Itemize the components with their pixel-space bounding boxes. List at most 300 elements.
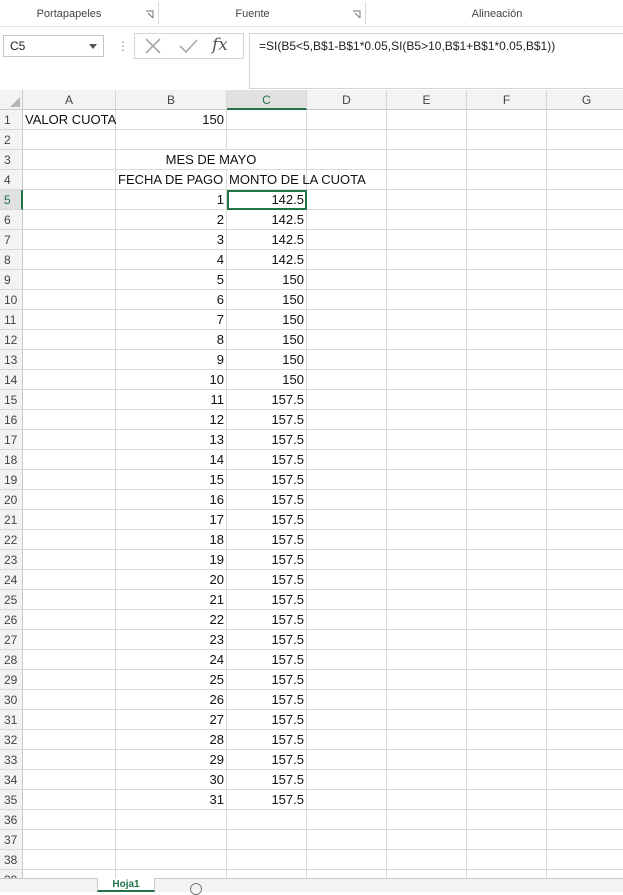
cell-c12[interactable]: 150	[227, 330, 307, 350]
cell-a12[interactable]	[23, 330, 116, 350]
cell-d18[interactable]	[307, 450, 387, 470]
cell-f25[interactable]	[467, 590, 547, 610]
cell-b9[interactable]: 5	[116, 270, 227, 290]
cell-d27[interactable]	[307, 630, 387, 650]
cell-d24[interactable]	[307, 570, 387, 590]
row-header-4[interactable]: 4	[0, 170, 23, 190]
cell-a20[interactable]	[23, 490, 116, 510]
cell-e11[interactable]	[387, 310, 467, 330]
cell-c35[interactable]: 157.5	[227, 790, 307, 810]
cell-c37[interactable]	[227, 830, 307, 850]
cell-d9[interactable]	[307, 270, 387, 290]
cell-e27[interactable]	[387, 630, 467, 650]
cell-a5[interactable]	[23, 190, 116, 210]
cell-d12[interactable]	[307, 330, 387, 350]
cell-g27[interactable]	[547, 630, 623, 650]
cell-c20[interactable]: 157.5	[227, 490, 307, 510]
cell-e16[interactable]	[387, 410, 467, 430]
cell-f1[interactable]	[467, 110, 547, 130]
row-header-10[interactable]: 10	[0, 290, 23, 310]
cell-c4[interactable]: MONTO DE LA CUOTA	[227, 170, 307, 190]
cell-a36[interactable]	[23, 810, 116, 830]
cell-e9[interactable]	[387, 270, 467, 290]
select-all-button[interactable]	[0, 90, 23, 110]
cell-g18[interactable]	[547, 450, 623, 470]
cell-c18[interactable]: 157.5	[227, 450, 307, 470]
cell-d34[interactable]	[307, 770, 387, 790]
cell-e17[interactable]	[387, 430, 467, 450]
cell-c11[interactable]: 150	[227, 310, 307, 330]
cell-d5[interactable]	[307, 190, 387, 210]
cell-g26[interactable]	[547, 610, 623, 630]
cell-g4[interactable]	[547, 170, 623, 190]
cell-a16[interactable]	[23, 410, 116, 430]
row-header-5[interactable]: 5	[0, 190, 23, 210]
cell-d30[interactable]	[307, 690, 387, 710]
cell-d7[interactable]	[307, 230, 387, 250]
cell-c22[interactable]: 157.5	[227, 530, 307, 550]
cell-d25[interactable]	[307, 590, 387, 610]
cell-a23[interactable]	[23, 550, 116, 570]
row-header-22[interactable]: 22	[0, 530, 23, 550]
cell-d2[interactable]	[307, 130, 387, 150]
row-header-7[interactable]: 7	[0, 230, 23, 250]
cell-e19[interactable]	[387, 470, 467, 490]
cell-e7[interactable]	[387, 230, 467, 250]
cell-b34[interactable]: 30	[116, 770, 227, 790]
cell-d33[interactable]	[307, 750, 387, 770]
row-header-11[interactable]: 11	[0, 310, 23, 330]
cell-g29[interactable]	[547, 670, 623, 690]
cell-e37[interactable]	[387, 830, 467, 850]
name-box[interactable]	[3, 35, 104, 57]
cell-d6[interactable]	[307, 210, 387, 230]
cell-e6[interactable]	[387, 210, 467, 230]
cell-c15[interactable]: 157.5	[227, 390, 307, 410]
cell-d10[interactable]	[307, 290, 387, 310]
cell-f6[interactable]	[467, 210, 547, 230]
cell-g32[interactable]	[547, 730, 623, 750]
cell-f13[interactable]	[467, 350, 547, 370]
cell-f23[interactable]	[467, 550, 547, 570]
cell-e25[interactable]	[387, 590, 467, 610]
cell-a32[interactable]	[23, 730, 116, 750]
cell-b7[interactable]: 3	[116, 230, 227, 250]
cell-a33[interactable]	[23, 750, 116, 770]
cell-b26[interactable]: 22	[116, 610, 227, 630]
cell-g10[interactable]	[547, 290, 623, 310]
dialog-launcher-icon[interactable]	[352, 10, 361, 19]
cell-f8[interactable]	[467, 250, 547, 270]
cancel-icon[interactable]	[142, 37, 164, 55]
cell-c21[interactable]: 157.5	[227, 510, 307, 530]
cell-f15[interactable]	[467, 390, 547, 410]
cell-a11[interactable]	[23, 310, 116, 330]
cell-g12[interactable]	[547, 330, 623, 350]
row-header-9[interactable]: 9	[0, 270, 23, 290]
cell-f31[interactable]	[467, 710, 547, 730]
cell-c25[interactable]: 157.5	[227, 590, 307, 610]
cell-b28[interactable]: 24	[116, 650, 227, 670]
cell-a9[interactable]	[23, 270, 116, 290]
cell-f20[interactable]	[467, 490, 547, 510]
row-header-31[interactable]: 31	[0, 710, 23, 730]
cell-a15[interactable]	[23, 390, 116, 410]
column-header-e[interactable]: E	[387, 90, 467, 110]
cell-c10[interactable]: 150	[227, 290, 307, 310]
cell-f38[interactable]	[467, 850, 547, 870]
cell-a4[interactable]	[23, 170, 116, 190]
cell-a1[interactable]: VALOR CUOTA	[23, 110, 116, 130]
cell-c23[interactable]: 157.5	[227, 550, 307, 570]
cell-c2[interactable]	[227, 130, 307, 150]
cell-d26[interactable]	[307, 610, 387, 630]
cell-g19[interactable]	[547, 470, 623, 490]
cell-b11[interactable]: 7	[116, 310, 227, 330]
cell-c13[interactable]: 150	[227, 350, 307, 370]
cell-a22[interactable]	[23, 530, 116, 550]
cell-g37[interactable]	[547, 830, 623, 850]
row-header-26[interactable]: 26	[0, 610, 23, 630]
cell-d1[interactable]	[307, 110, 387, 130]
cell-e10[interactable]	[387, 290, 467, 310]
cell-b25[interactable]: 21	[116, 590, 227, 610]
column-header-c[interactable]: C	[227, 90, 307, 110]
cell-f16[interactable]	[467, 410, 547, 430]
formula-input[interactable]: =SI(B5<5,B$1-B$1*0.05,SI(B5>10,B$1+B$1*0.05,B$1))	[249, 33, 623, 89]
cell-c5[interactable]: 142.5	[227, 190, 307, 210]
cell-f11[interactable]	[467, 310, 547, 330]
cell-d36[interactable]	[307, 810, 387, 830]
cell-e3[interactable]	[387, 150, 467, 170]
cell-g17[interactable]	[547, 430, 623, 450]
cell-f12[interactable]	[467, 330, 547, 350]
cell-g1[interactable]	[547, 110, 623, 130]
cell-b18[interactable]: 14	[116, 450, 227, 470]
cell-d13[interactable]	[307, 350, 387, 370]
cell-f22[interactable]	[467, 530, 547, 550]
cell-b4[interactable]: FECHA DE PAGO	[116, 170, 227, 190]
row-header-30[interactable]: 30	[0, 690, 23, 710]
cell-c14[interactable]: 150	[227, 370, 307, 390]
row-header-29[interactable]: 29	[0, 670, 23, 690]
cell-e33[interactable]	[387, 750, 467, 770]
cell-b32[interactable]: 28	[116, 730, 227, 750]
cell-a13[interactable]	[23, 350, 116, 370]
cell-e23[interactable]	[387, 550, 467, 570]
row-header-21[interactable]: 21	[0, 510, 23, 530]
column-header-a[interactable]: A	[23, 90, 116, 110]
cell-b5[interactable]: 1	[116, 190, 227, 210]
cell-c26[interactable]: 157.5	[227, 610, 307, 630]
chevron-down-icon[interactable]	[89, 44, 97, 49]
cell-e5[interactable]	[387, 190, 467, 210]
row-header-1[interactable]: 1	[0, 110, 23, 130]
row-header-18[interactable]: 18	[0, 450, 23, 470]
cell-b30[interactable]: 26	[116, 690, 227, 710]
check-icon[interactable]	[177, 37, 199, 55]
cell-c31[interactable]: 157.5	[227, 710, 307, 730]
row-header-37[interactable]: 37	[0, 830, 23, 850]
drag-handle-icon[interactable]: ⋮	[117, 39, 129, 53]
cell-e15[interactable]	[387, 390, 467, 410]
cell-c19[interactable]: 157.5	[227, 470, 307, 490]
cell-g38[interactable]	[547, 850, 623, 870]
cell-a25[interactable]	[23, 590, 116, 610]
row-header-34[interactable]: 34	[0, 770, 23, 790]
cell-a6[interactable]	[23, 210, 116, 230]
cell-e1[interactable]	[387, 110, 467, 130]
cell-g31[interactable]	[547, 710, 623, 730]
cell-f34[interactable]	[467, 770, 547, 790]
cell-b24[interactable]: 20	[116, 570, 227, 590]
row-header-14[interactable]: 14	[0, 370, 23, 390]
cell-a21[interactable]	[23, 510, 116, 530]
cell-e13[interactable]	[387, 350, 467, 370]
cell-d22[interactable]	[307, 530, 387, 550]
cell-e12[interactable]	[387, 330, 467, 350]
cell-e38[interactable]	[387, 850, 467, 870]
cell-f19[interactable]	[467, 470, 547, 490]
cell-f2[interactable]	[467, 130, 547, 150]
cell-g24[interactable]	[547, 570, 623, 590]
row-header-16[interactable]: 16	[0, 410, 23, 430]
cell-c36[interactable]	[227, 810, 307, 830]
cell-b12[interactable]: 8	[116, 330, 227, 350]
cell-f24[interactable]	[467, 570, 547, 590]
cell-c7[interactable]: 142.5	[227, 230, 307, 250]
row-header-15[interactable]: 15	[0, 390, 23, 410]
row-header-3[interactable]: 3	[0, 150, 23, 170]
cell-c1[interactable]	[227, 110, 307, 130]
cell-d32[interactable]	[307, 730, 387, 750]
cell-d20[interactable]	[307, 490, 387, 510]
cell-b6[interactable]: 2	[116, 210, 227, 230]
cell-g28[interactable]	[547, 650, 623, 670]
cell-d11[interactable]	[307, 310, 387, 330]
cell-a14[interactable]	[23, 370, 116, 390]
cell-d16[interactable]	[307, 410, 387, 430]
sheet-tab-hoja1[interactable]: Hoja1	[97, 878, 155, 892]
cell-c9[interactable]: 150	[227, 270, 307, 290]
row-header-36[interactable]: 36	[0, 810, 23, 830]
cell-c32[interactable]: 157.5	[227, 730, 307, 750]
column-header-d[interactable]: D	[307, 90, 387, 110]
cell-a7[interactable]	[23, 230, 116, 250]
row-header-23[interactable]: 23	[0, 550, 23, 570]
cell-a10[interactable]	[23, 290, 116, 310]
cell-g34[interactable]	[547, 770, 623, 790]
cell-e32[interactable]	[387, 730, 467, 750]
column-header-g[interactable]: G	[547, 90, 623, 110]
cell-f5[interactable]	[467, 190, 547, 210]
cell-d35[interactable]	[307, 790, 387, 810]
cell-e22[interactable]	[387, 530, 467, 550]
cell-c24[interactable]: 157.5	[227, 570, 307, 590]
cell-g36[interactable]	[547, 810, 623, 830]
row-header-6[interactable]: 6	[0, 210, 23, 230]
cell-f14[interactable]	[467, 370, 547, 390]
cell-d8[interactable]	[307, 250, 387, 270]
cell-g25[interactable]	[547, 590, 623, 610]
cell-d3[interactable]	[307, 150, 387, 170]
row-header-8[interactable]: 8	[0, 250, 23, 270]
row-header-19[interactable]: 19	[0, 470, 23, 490]
cell-a29[interactable]	[23, 670, 116, 690]
cell-a17[interactable]	[23, 430, 116, 450]
cell-f3[interactable]	[467, 150, 547, 170]
cell-f17[interactable]	[467, 430, 547, 450]
cell-e30[interactable]	[387, 690, 467, 710]
add-sheet-icon[interactable]	[190, 883, 202, 895]
cell-a19[interactable]	[23, 470, 116, 490]
cell-g7[interactable]	[547, 230, 623, 250]
cell-f7[interactable]	[467, 230, 547, 250]
row-header-17[interactable]: 17	[0, 430, 23, 450]
cell-c16[interactable]: 157.5	[227, 410, 307, 430]
cell-a34[interactable]	[23, 770, 116, 790]
cell-b21[interactable]: 17	[116, 510, 227, 530]
cell-c29[interactable]: 157.5	[227, 670, 307, 690]
cell-a30[interactable]	[23, 690, 116, 710]
cell-c38[interactable]	[227, 850, 307, 870]
cell-f27[interactable]	[467, 630, 547, 650]
cell-b29[interactable]: 25	[116, 670, 227, 690]
cell-g9[interactable]	[547, 270, 623, 290]
row-header-12[interactable]: 12	[0, 330, 23, 350]
cell-b27[interactable]: 23	[116, 630, 227, 650]
cell-g35[interactable]	[547, 790, 623, 810]
row-header-32[interactable]: 32	[0, 730, 23, 750]
cell-b19[interactable]: 15	[116, 470, 227, 490]
cell-b31[interactable]: 27	[116, 710, 227, 730]
column-header-f[interactable]: F	[467, 90, 547, 110]
column-header-b[interactable]: B	[116, 90, 227, 110]
row-header-33[interactable]: 33	[0, 750, 23, 770]
cell-g22[interactable]	[547, 530, 623, 550]
cell-g8[interactable]	[547, 250, 623, 270]
cell-e28[interactable]	[387, 650, 467, 670]
cell-g30[interactable]	[547, 690, 623, 710]
cell-e2[interactable]	[387, 130, 467, 150]
row-header-38[interactable]: 38	[0, 850, 23, 870]
cell-d17[interactable]	[307, 430, 387, 450]
cell-g20[interactable]	[547, 490, 623, 510]
cell-f28[interactable]	[467, 650, 547, 670]
row-header-28[interactable]: 28	[0, 650, 23, 670]
cell-d29[interactable]	[307, 670, 387, 690]
cell-e4[interactable]	[387, 170, 467, 190]
cell-e20[interactable]	[387, 490, 467, 510]
cell-a3[interactable]	[23, 150, 116, 170]
cell-e18[interactable]	[387, 450, 467, 470]
cell-d38[interactable]	[307, 850, 387, 870]
cell-g21[interactable]	[547, 510, 623, 530]
cell-a2[interactable]	[23, 130, 116, 150]
row-header-27[interactable]: 27	[0, 630, 23, 650]
cell-c27[interactable]: 157.5	[227, 630, 307, 650]
insert-function-icon[interactable]: fx	[212, 35, 228, 55]
cell-g33[interactable]	[547, 750, 623, 770]
cell-a24[interactable]	[23, 570, 116, 590]
cell-a37[interactable]	[23, 830, 116, 850]
cell-g2[interactable]	[547, 130, 623, 150]
cell-b1[interactable]: 150	[116, 110, 227, 130]
cell-a35[interactable]	[23, 790, 116, 810]
cell-d31[interactable]	[307, 710, 387, 730]
cell-f35[interactable]	[467, 790, 547, 810]
cell-f36[interactable]	[467, 810, 547, 830]
row-header-25[interactable]: 25	[0, 590, 23, 610]
cell-b38[interactable]	[116, 850, 227, 870]
cell-e26[interactable]	[387, 610, 467, 630]
cell-c34[interactable]: 157.5	[227, 770, 307, 790]
cell-a8[interactable]	[23, 250, 116, 270]
cell-a18[interactable]	[23, 450, 116, 470]
cell-g16[interactable]	[547, 410, 623, 430]
cell-g5[interactable]	[547, 190, 623, 210]
cell-e8[interactable]	[387, 250, 467, 270]
cell-g13[interactable]	[547, 350, 623, 370]
cell-g3[interactable]	[547, 150, 623, 170]
cell-b20[interactable]: 16	[116, 490, 227, 510]
cell-b36[interactable]	[116, 810, 227, 830]
cell-g6[interactable]	[547, 210, 623, 230]
cell-a28[interactable]	[23, 650, 116, 670]
cell-a38[interactable]	[23, 850, 116, 870]
cell-d21[interactable]	[307, 510, 387, 530]
cell-f32[interactable]	[467, 730, 547, 750]
row-header-20[interactable]: 20	[0, 490, 23, 510]
cell-e34[interactable]	[387, 770, 467, 790]
cell-f26[interactable]	[467, 610, 547, 630]
cell-d14[interactable]	[307, 370, 387, 390]
cell-b2[interactable]	[116, 130, 227, 150]
dialog-launcher-icon[interactable]	[145, 10, 154, 19]
cell-b37[interactable]	[116, 830, 227, 850]
cell-a26[interactable]	[23, 610, 116, 630]
cell-c6[interactable]: 142.5	[227, 210, 307, 230]
cell-b33[interactable]: 29	[116, 750, 227, 770]
cell-f37[interactable]	[467, 830, 547, 850]
cell-f4[interactable]	[467, 170, 547, 190]
cell-c8[interactable]: 142.5	[227, 250, 307, 270]
cell-b35[interactable]: 31	[116, 790, 227, 810]
cell-b16[interactable]: 12	[116, 410, 227, 430]
cell-c30[interactable]: 157.5	[227, 690, 307, 710]
cell-b22[interactable]: 18	[116, 530, 227, 550]
cell-g14[interactable]	[547, 370, 623, 390]
cell-d19[interactable]	[307, 470, 387, 490]
cell-e14[interactable]	[387, 370, 467, 390]
row-header-13[interactable]: 13	[0, 350, 23, 370]
cell-f29[interactable]	[467, 670, 547, 690]
cell-b3[interactable]: MES DE MAYO	[116, 150, 307, 170]
cell-b13[interactable]: 9	[116, 350, 227, 370]
row-header-24[interactable]: 24	[0, 570, 23, 590]
cell-e35[interactable]	[387, 790, 467, 810]
cell-e29[interactable]	[387, 670, 467, 690]
cell-b8[interactable]: 4	[116, 250, 227, 270]
cell-a27[interactable]	[23, 630, 116, 650]
cell-f30[interactable]	[467, 690, 547, 710]
cell-b14[interactable]: 10	[116, 370, 227, 390]
cell-d23[interactable]	[307, 550, 387, 570]
cell-a31[interactable]	[23, 710, 116, 730]
cell-g11[interactable]	[547, 310, 623, 330]
cell-b10[interactable]: 6	[116, 290, 227, 310]
cell-f18[interactable]	[467, 450, 547, 470]
